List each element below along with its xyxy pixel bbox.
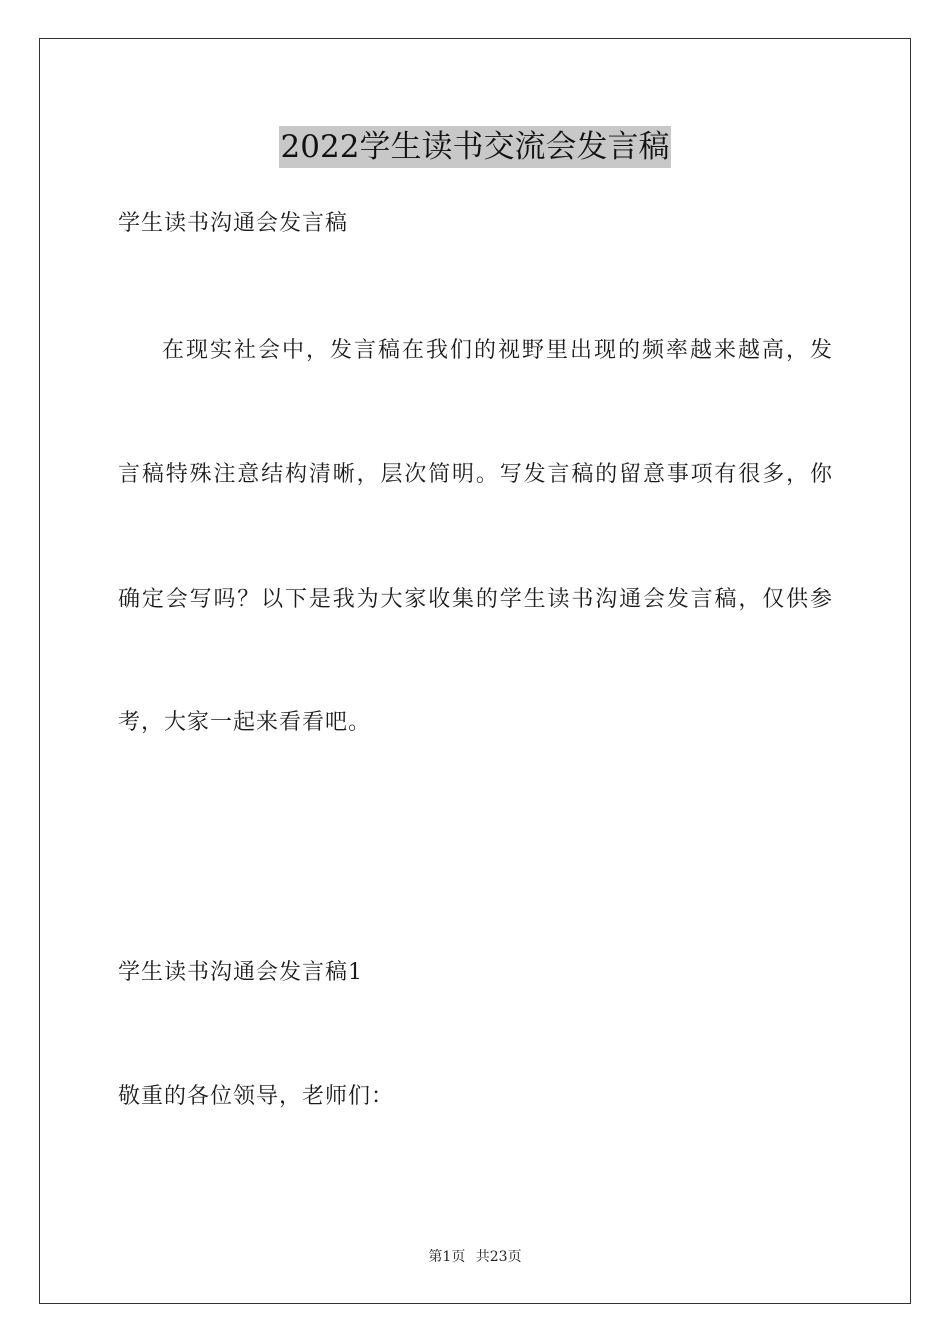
- salutation: 敬重的各位领导，老师们：: [118, 1084, 395, 1109]
- section-heading: 学生读书沟通会发言稿1: [118, 960, 363, 985]
- title-container: [0, 126, 950, 168]
- intro-line-1: 在现实社会中，发言稿在我们的视野里出现的频率越来越高，发: [162, 338, 832, 363]
- intro-line-2: 言稿特殊注意结构清晰，层次简明。写发言稿的留意事项有很多，你: [118, 462, 832, 487]
- page-number-footer: 第1页 共23页: [428, 1249, 522, 1265]
- document-title: 2022学生读书交流会发言稿: [279, 126, 672, 168]
- document-subtitle: 学生读书沟通会发言稿: [118, 211, 349, 236]
- intro-line-3: 确定会写吗？以下是我为大家收集的学生读书沟通会发言稿，仅供参: [118, 587, 832, 612]
- intro-line-4: 考，大家一起来看看吧。: [118, 710, 372, 735]
